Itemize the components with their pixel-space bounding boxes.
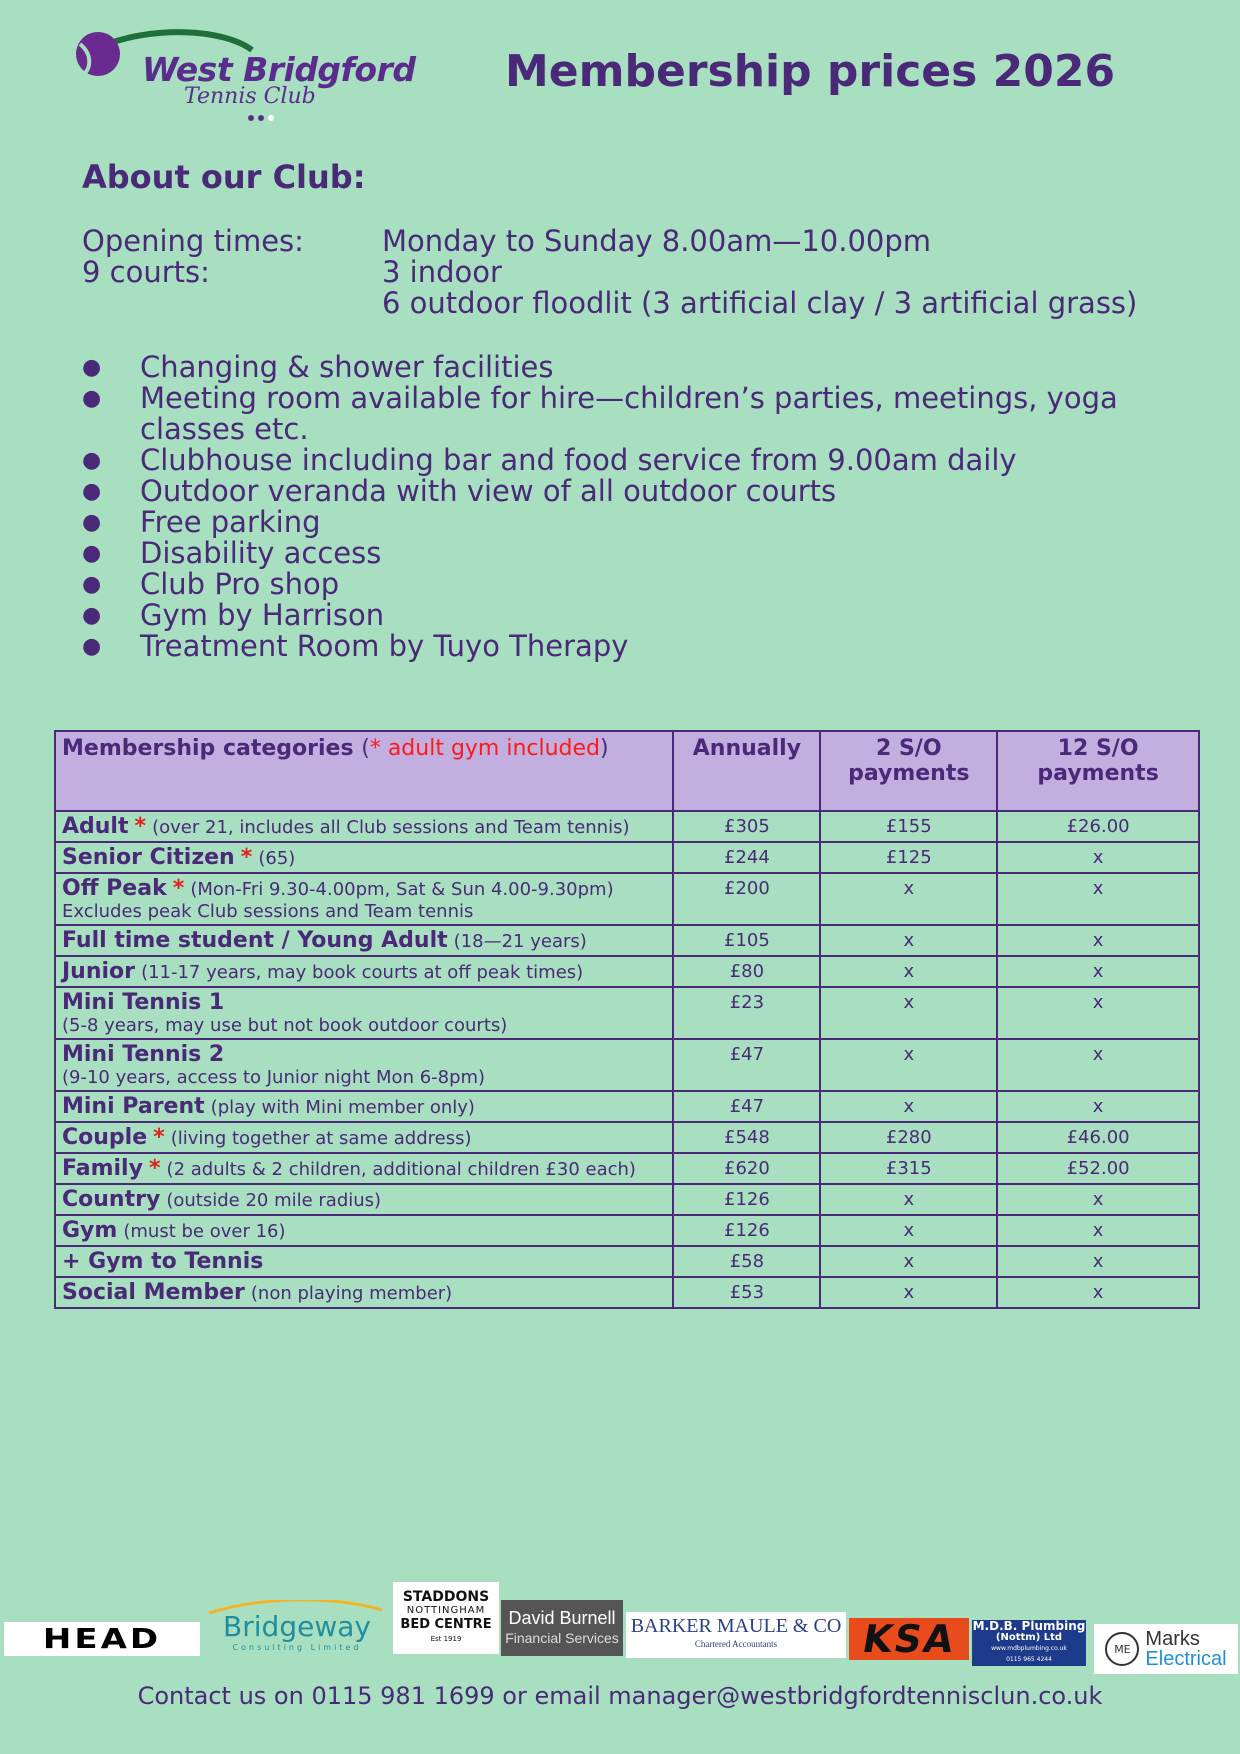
price-annually: £58 [673,1246,820,1277]
price-2-so: x [820,956,997,987]
header-category: Membership categories (* adult gym included) [55,731,673,811]
category-description: (must be over 16) [123,1221,286,1242]
table-row [55,1153,1199,1184]
category-description: (65) [258,848,296,869]
bullet-icon: ● [82,386,102,411]
price-annually: £126 [673,1215,820,1246]
info-opening-times [82,226,1137,257]
sponsor-bridgeway-logo: Bridgeway Consulting Limited [204,1600,390,1662]
category-cell [55,925,673,956]
category-description-extra: (9-10 years, access to Junior night Mon 6-8pm) [62,1067,486,1088]
price-annually: £200 [673,873,820,925]
price-2-so: £125 [820,842,997,873]
logo-club-subtitle: Tennis Club [184,84,316,109]
price-annually: £105 [673,925,820,956]
table-row [55,925,1199,956]
price-12-so: x [997,1091,1199,1122]
price-2-so: x [820,1215,997,1246]
price-annually: £23 [673,987,820,1039]
list-item: ● Treatment Room by Tuyo Therapy [82,629,629,663]
category-name: Junior [62,959,136,984]
gym-included-star: * [148,1156,161,1181]
bullet-icon: ● [82,603,102,628]
category-description: (living together at same address) [170,1128,472,1149]
logo-dots-icon [247,113,277,123]
price-2-so: x [820,925,997,956]
list-item: ● Free parking [82,505,321,539]
price-annually: £47 [673,1091,820,1122]
price-2-so: £155 [820,811,997,842]
price-2-so: x [820,1277,997,1308]
category-cell [55,1091,673,1122]
category-cell [55,987,673,1039]
membership-price-table [54,730,1200,1309]
sponsor-head-logo: HEAD [4,1622,200,1656]
table-row [55,842,1199,873]
list-item: ● Clubhouse including bar and food service from 9.00am daily [82,443,1017,477]
table-row [55,956,1199,987]
category-cell [55,811,673,842]
category-name: + Gym to Tennis [62,1249,264,1274]
category-name: Full time student / Young Adult [62,928,448,953]
info-value: 3 indoor [382,255,502,289]
table-row [55,1122,1199,1153]
list-item: ● Disability access [82,536,382,570]
price-annually: £53 [673,1277,820,1308]
bullet-icon: ● [82,541,102,566]
info-courts-outdoor [82,288,1137,319]
table-header-row [55,731,1199,811]
sponsor-staddons-logo: STADDONS NOTTINGHAM BED CENTRE Est 1919 [393,1582,499,1654]
price-12-so: x [997,1215,1199,1246]
logo-club-name: West Bridgford [142,50,416,89]
price-2-so: x [820,1091,997,1122]
price-2-so: x [820,987,997,1039]
price-2-so: x [820,1184,997,1215]
bullet-icon: ● [82,510,102,535]
price-2-so: £315 [820,1153,997,1184]
header-12-so-payments: 12 S/O payments [997,731,1199,811]
price-12-so: x [997,873,1199,925]
info-courts [82,257,1137,288]
category-cell [55,1122,673,1153]
table-row [55,987,1199,1039]
category-name: Couple [62,1125,148,1150]
table-row [55,1215,1199,1246]
table-row [55,1091,1199,1122]
info-label: 9 courts: [82,255,210,289]
price-12-so: x [997,1039,1199,1091]
sponsor-barker-maule-logo: BARKER MAULE & CO Chartered Accountants [626,1612,846,1658]
category-description-extra: (5-8 years, may use but not book outdoor courts) [62,1015,508,1036]
category-description: (Mon-Fri 9.30-4.00pm, Sat & Sun 4.00-9.30pm) [190,879,614,900]
category-description: (18—21 years) [453,931,587,952]
club-info [82,226,1137,319]
price-12-so: x [997,1277,1199,1308]
info-value: Monday to Sunday 8.00am—10.00pm [382,224,932,258]
category-name: Mini Tennis 1 [62,990,225,1015]
price-annually: £47 [673,1039,820,1091]
category-cell [55,1277,673,1308]
price-12-so: £46.00 [997,1122,1199,1153]
page-title: Membership prices 2026 [505,46,1116,97]
price-2-so: x [820,1039,997,1091]
price-12-so: x [997,842,1199,873]
contact-line: Contact us on 0115 981 1699 or email manager@westbridgfordtennisclun.co.uk [137,1682,1103,1710]
price-12-so: £26.00 [997,811,1199,842]
list-item: ● Outdoor veranda with view of all outdoor courts [82,474,837,508]
price-annually: £126 [673,1184,820,1215]
category-name: Gym [62,1218,118,1243]
info-value: 6 outdoor floodlit (3 artificial clay / 3 artificial grass) [382,286,1138,320]
marks-electrical-badge-icon: ME [1105,1632,1139,1666]
category-name: Off Peak [62,876,167,901]
info-label: Opening times: [82,224,304,258]
bridgeway-arc-icon [204,1600,384,1614]
gym-included-star: * [153,1125,165,1150]
list-item: ● Changing & shower facilities [82,350,554,384]
facilities-list [82,352,1162,662]
list-item: ● Club Pro shop [82,567,340,601]
sponsor-mdb-plumbing-logo: M.D.B. Plumbing (Nottm) Ltd www.mdbplumbing.co.uk 0115 965 4244 [972,1620,1086,1666]
category-name: Mini Parent [62,1094,205,1119]
bullet-icon: ● [82,572,102,597]
table-row [55,811,1199,842]
category-description: (outside 20 mile radius) [166,1190,382,1211]
about-heading: About our Club: [82,158,366,196]
category-name: Social Member [62,1280,245,1305]
price-annually: £620 [673,1153,820,1184]
category-cell [55,873,673,925]
price-12-so: x [997,1184,1199,1215]
price-annually: £80 [673,956,820,987]
category-name: Senior Citizen [62,845,235,870]
price-12-so: x [997,987,1199,1039]
table-row [55,873,1199,925]
bullet-icon: ● [82,634,102,659]
category-cell [55,1184,673,1215]
category-name: Country [62,1187,161,1212]
bullet-icon: ● [82,448,102,473]
category-cell [55,1153,673,1184]
category-cell [55,956,673,987]
price-12-so: x [997,1246,1199,1277]
price-2-so: x [820,1246,997,1277]
bullet-icon: ● [82,355,102,380]
category-cell [55,1246,673,1277]
price-annually: £305 [673,811,820,842]
category-name: Adult [62,814,129,839]
category-cell [55,1215,673,1246]
price-12-so: x [997,925,1199,956]
header-annually: Annually [673,731,820,811]
sponsor-logos [0,1582,1240,1670]
category-name: Family [62,1156,143,1181]
table-row [55,1246,1199,1277]
category-cell [55,842,673,873]
category-name: Mini Tennis 2 [62,1042,225,1067]
category-description-extra: Excludes peak Club sessions and Team tennis [62,901,474,922]
sponsor-marks-electrical-logo: ME Marks Electrical [1094,1624,1238,1674]
category-description: (2 adults & 2 children, additional children £30 each) [166,1159,636,1180]
price-annually: £548 [673,1122,820,1153]
category-description: (over 21, includes all Club sessions and Team tennis) [152,817,630,838]
sponsor-david-burnell-logo: David Burnell Financial Services [501,1600,623,1656]
list-item: ● Gym by Harrison [82,598,385,632]
table-row [55,1039,1199,1091]
gym-included-star: * [134,814,147,839]
price-12-so: x [997,956,1199,987]
gym-included-star: * [240,845,253,870]
price-annually: £244 [673,842,820,873]
table-row [55,1184,1199,1215]
category-cell [55,1039,673,1091]
category-description: (11-17 years, may book courts at off peak times) [141,962,584,983]
header-2-so-payments: 2 S/O payments [820,731,997,811]
club-logo [72,28,422,123]
price-2-so: £280 [820,1122,997,1153]
sponsor-ksa-logo: KSA [849,1618,969,1660]
list-item: ● Meeting room available for hire—children’s parties, meetings, yoga classes etc. [82,381,1118,446]
table-row [55,1277,1199,1308]
price-2-so: x [820,873,997,925]
category-description: (play with Mini member only) [210,1097,475,1118]
price-12-so: £52.00 [997,1153,1199,1184]
category-description: (non playing member) [250,1283,453,1304]
bullet-icon: ● [82,479,102,504]
gym-included-star: * [172,876,185,901]
